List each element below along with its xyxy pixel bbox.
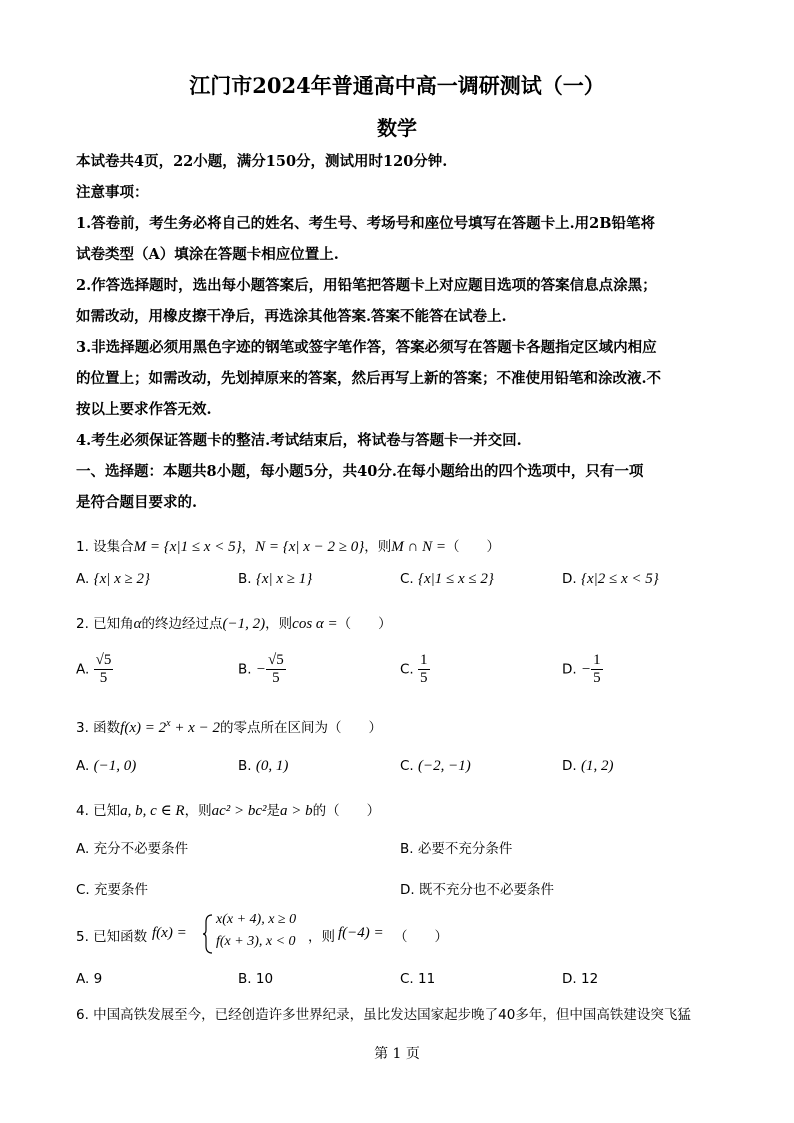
q4-option-c: C. 充要条件 [76,882,149,898]
q5-case-1: x(x + 4), x ≥ 0 [216,912,297,927]
q1-suffix: ，则 [364,539,392,555]
question-2: 2. 已知角α的终边经过点(−1, 2)，则cos α =（ ） [76,616,392,632]
notice-line: 按以上要求作答无效. [76,401,212,418]
question-4: 4. 已知a, b, c ∈ R，则ac² > bc²是a > b的（ ） [76,803,381,819]
q2-option-a: A. $\frac{√5}{5}$ [76,652,112,686]
page-number: 第 1 页 [374,1046,420,1062]
q3-option-a: A. (−1, 0) [76,758,137,774]
q4-option-a: A. 充分不必要条件 [76,841,189,857]
q1-blank: （ ） [445,539,500,555]
q5-case-2: f(x + 3), x < 0 [216,934,296,949]
q4-option-d: D. 既不充分也不必要条件 [400,882,554,898]
q3-option-d: D. (1, 2) [562,758,614,774]
notice-line: 的位置上；如需改动，先划掉原来的答案，然后再写上新的答案；不准使用铅笔和涂改液.不 [76,370,662,387]
notice-line: 4.考生必须保证答题卡的整洁.考试结束后，将试卷与答题卡一并交回. [76,432,522,449]
q1-option-d: D. {x|2 ≤ x < 5} [562,571,659,587]
exam-subject: 数学 [377,116,417,140]
section-heading: 是符合题目要求的. [76,494,198,511]
notice-line: 3.非选择题必须用黑色字迹的钢笔或签字笔作答，答案必须写在答题卡各题指定区域内相应 [76,339,657,356]
q2-option-b: B. − $\frac{√5}{5}$ [238,652,284,686]
q2-option-d: D. − $\frac{1}{5}$ [562,652,601,686]
q5-option-d: D. 12 [562,971,599,987]
q4-option-b: B. 必要不充分条件 [400,841,513,857]
q2-option-c: C. $\frac{1}{5}$ [400,652,428,686]
q5-option-c: C. 11 [400,971,436,987]
q1-expr: M ∩ N = [391,539,446,555]
notice-line: 如需改动，用橡皮擦干净后，再选涂其他答案.答案不能答在试卷上. [76,308,507,325]
question-1 [76,535,500,556]
q1-prefix: 1. 设集合 [76,539,134,555]
exam-intro: 本试卷共4页，22小题，满分150分，测试用时120分钟. [76,153,448,170]
q1-sep: ， [241,539,256,555]
q1-set-n: N = {x| x − 2 ≥ 0} [255,539,365,555]
notice-title: 注意事项： [76,184,149,201]
notice-line: 1.答卷前，考生务必将自己的姓名、考生号、考场号和座位号填写在答题卡上.用2B铅笔将 [76,215,656,232]
section-heading: 一、选择题：本题共8小题，每小题5分，共40分.在每小题给出的四个选项中，只有一项 [76,463,644,480]
notice-line: 试卷类型（A）填涂在答题卡相应位置上. [76,246,339,263]
notice-line: 2.作答选择题时，选出每小题答案后，用铅笔把答题卡上对应题目选项的答案信息点涂黑； [76,277,657,294]
q1-option-c: C. {x|1 ≤ x ≤ 2} [400,571,494,587]
q1-option-b: B. {x| x ≥ 1} [238,571,313,587]
q5-option-b: B. 10 [238,971,274,987]
q5-option-a: A. 9 [76,971,103,987]
question-3: 3. 函数$f(x) = 2^x + x - 2$的零点所在区间为（ ） [76,718,382,736]
q3-option-c: C. (−2, −1) [400,758,471,774]
exam-title: 江门市2024年普通高中高一调研测试（一） [189,73,605,98]
q5-brace [202,914,214,954]
q1-option-a: A. {x| x ≥ 2} [76,571,151,587]
question-6: 6. 中国高铁发展至今，已经创造许多世界纪录，虽比发达国家起步晚了40多年，但中国高铁建设突飞猛 [76,1007,691,1023]
q3-option-b: B. (0, 1) [238,758,289,774]
q1-set-m: M = {x|1 ≤ x < 5} [133,539,242,555]
